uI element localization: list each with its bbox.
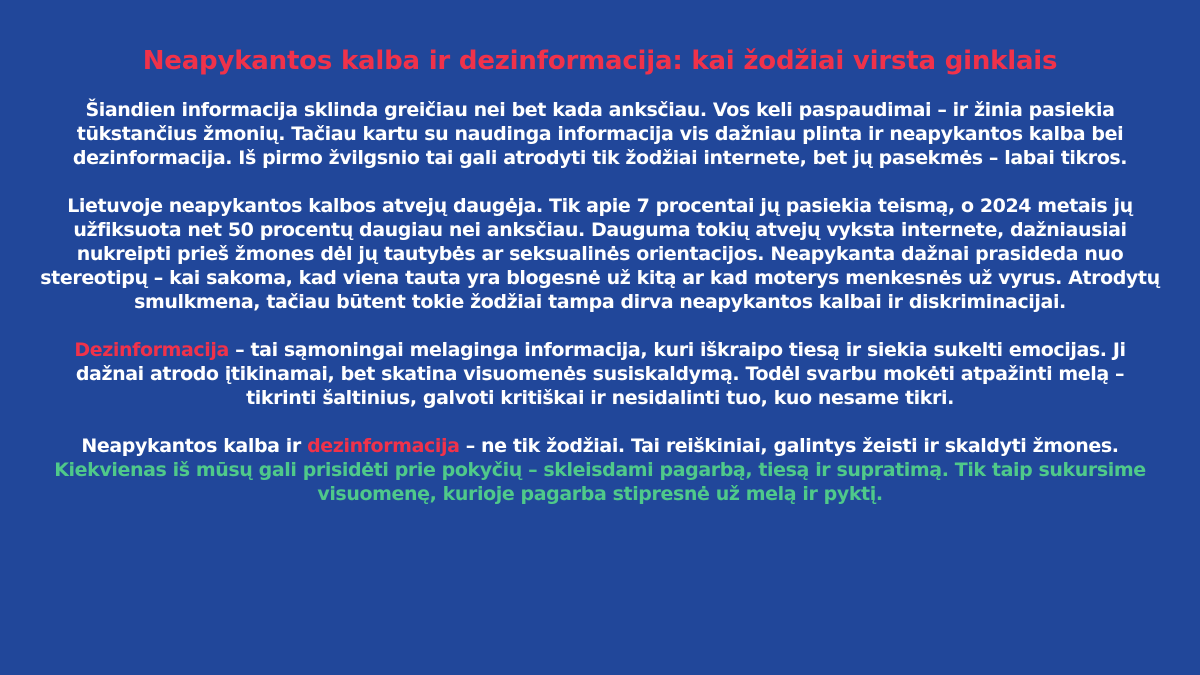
highlight-disinformation-term: Dezinformacija bbox=[74, 339, 229, 361]
conclusion-middle-text: – ne tik žodžiai. Tai reiškiniai, galintys žeisti ir skaldyti žmones. bbox=[459, 435, 1119, 457]
paragraph-statistics: Lietuvoje neapykantos kalbos atvejų daugėja. Tik apie 7 procentai jų pasiekia teismą, o 2024 metais jų užfiksuota net 50 procentų daugiau nei anksčiau. Dauguma tokių atvejų vyksta internete, dažniausiai nukreipti prieš žmones dėl jų tautybės ar seksualinės orientacijos. Neapykanta dažnai prasideda nuo stereotipų – kai sakoma, kad viena tauta yra blogesnė už kitą ar kad moterys menkesnės už vyrus. Atrodytų smulkmena, tačiau būtent tokie žodžiai tampa dirva neapykantos kalbai ir diskriminacijai. bbox=[40, 195, 1160, 313]
conclusion-call-to-action: Kiekvienas iš mūsų gali prisidėti prie pokyčių – skleisdami pagarbą, tiesą ir supratimą. Tik taip sukursime visuomenę, kurioje pagarba stipresnė už melą ir pyktį. bbox=[54, 459, 1146, 505]
paragraph-intro: Šiandien informacija sklinda greičiau nei bet kada anksčiau. Vos keli paspaudimai – ir žinia pasiekia tūkstančius žmonių. Tačiau kartu su naudinga informacija vis dažniau plinta ir neapykantos kalba bei dezinformacija. Iš pirmo žvilgsnio tai gali atrodyti tik žodžiai internete, bet jų pasekmės – labai tikros. bbox=[72, 99, 1128, 169]
paragraph-conclusion bbox=[40, 434, 1160, 506]
paragraph-disinformation bbox=[40, 338, 1160, 410]
page-title: Neapykantos kalba ir dezinformacija: kai žodžiai virsta ginklais bbox=[142, 46, 1058, 76]
conclusion-lead-text: Neapykantos kalba ir bbox=[81, 435, 308, 457]
paragraph-disinformation-text: – tai sąmoningai melaginga informacija, kuri iškraipo tiesą ir siekia sukelti emocijas. Ji dažnai atrodo įtikinamai, bet skatina visuomenės susiskaldymą. Todėl svarbu mokėti atpažinti melą – tikrinti šaltinius, galvoti kritiškai ir nesidalinti tuo, kuo nesame tikri. bbox=[75, 339, 1126, 409]
highlight-disinformation-term-2: dezinformacija bbox=[307, 435, 460, 457]
